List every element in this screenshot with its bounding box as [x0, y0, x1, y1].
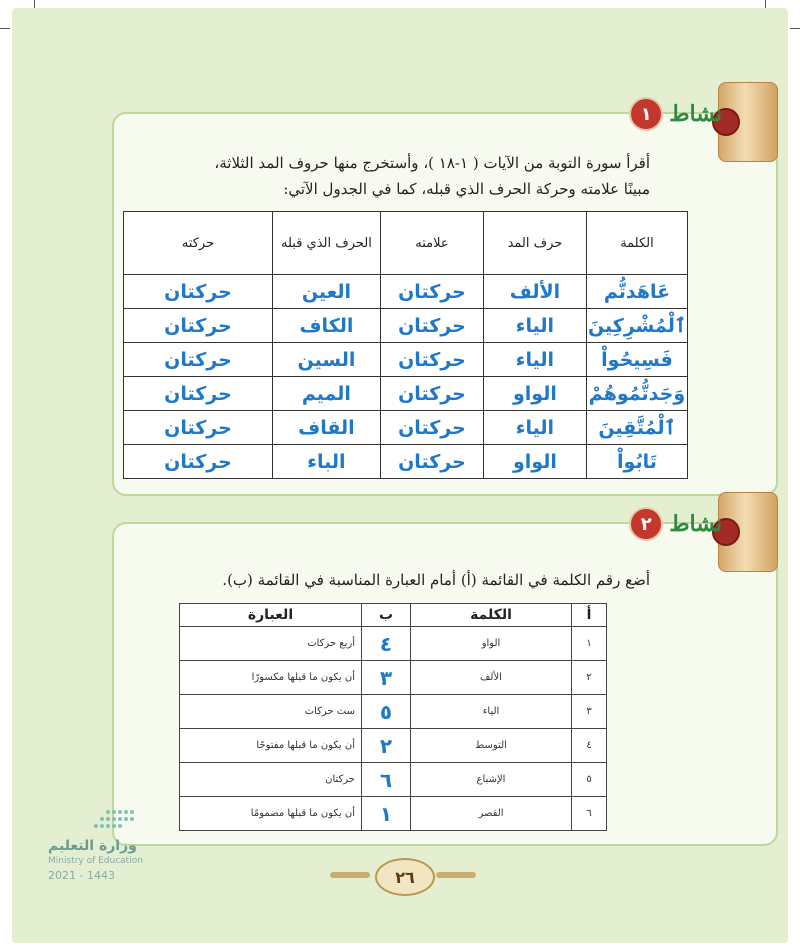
table-row [180, 797, 607, 831]
word-cell: عَاهَدتُّم [586, 275, 687, 309]
sign-cell: حركتان [380, 411, 483, 445]
table-row [180, 627, 607, 661]
phrase-cell: ست حركات [180, 695, 362, 729]
answer-cell: ٦ [362, 763, 411, 797]
table-header-row [180, 604, 607, 627]
table-row [180, 729, 607, 763]
header-b: ب [362, 604, 411, 627]
header-preceding-letter: الحرف الذي قبله [272, 212, 380, 275]
answer-cell: ٣ [362, 661, 411, 695]
word-cell: وَجَدتُّمُوهُمْ [586, 377, 687, 411]
phrase-cell: أن يكون ما قبلها مكسورًا [180, 661, 362, 695]
preceding-cell: القاف [272, 411, 380, 445]
vowel-cell: حركتان [124, 411, 273, 445]
table-row [124, 343, 688, 377]
number-cell: ٣ [572, 695, 607, 729]
phrase-cell: أربع حركات [180, 627, 362, 661]
vowel-cell: حركتان [124, 275, 273, 309]
term-cell: الإشباع [411, 763, 572, 797]
word-cell: تَابُواْ [586, 445, 687, 479]
answer-cell: ١ [362, 797, 411, 831]
table-row [180, 695, 607, 729]
page-ornament-right [436, 872, 476, 878]
activity2-table [179, 603, 607, 831]
activity2-badge [629, 504, 722, 544]
madd-cell: الواو [483, 377, 586, 411]
table-row [124, 275, 688, 309]
term-cell: الألف [411, 661, 572, 695]
phrase-cell: أن يكون ما قبلها مضمومًا [180, 797, 362, 831]
crop-mark [790, 28, 800, 29]
activity1-badge [629, 94, 722, 134]
madd-cell: الياء [483, 411, 586, 445]
vowel-cell: حركتان [124, 445, 273, 479]
crop-mark [34, 0, 35, 8]
term-cell: الياء [411, 695, 572, 729]
vowel-cell: حركتان [124, 377, 273, 411]
term-cell: الواو [411, 627, 572, 661]
madd-cell: الياء [483, 343, 586, 377]
header-phrase: العبارة [180, 604, 362, 627]
table-row [124, 445, 688, 479]
activity1-instruction-line1: أقرأ سورة التوبة من الآيات ( ١-١٨ )، وأستخرج منها حروف المد الثلاثة، [214, 154, 650, 172]
header-madd-letter: حرف المد [483, 212, 586, 275]
term-cell: القصر [411, 797, 572, 831]
table-header-row [124, 212, 688, 275]
ministry-name-en: Ministry of Education [48, 856, 143, 866]
activity1-number: ١ [629, 97, 663, 131]
activity1-label: نشاط [669, 101, 722, 127]
number-cell: ٢ [572, 661, 607, 695]
header-sign: علامته [380, 212, 483, 275]
answer-cell: ٤ [362, 627, 411, 661]
activity2-instruction: أضع رقم الكلمة في القائمة (أ) أمام العبارة المناسبة في القائمة (ب). [222, 571, 650, 589]
preceding-cell: الميم [272, 377, 380, 411]
word-cell: فَسِيحُواْ [586, 343, 687, 377]
preceding-cell: العين [272, 275, 380, 309]
sign-cell: حركتان [380, 275, 483, 309]
header-word: الكلمة [411, 604, 572, 627]
number-cell: ٦ [572, 797, 607, 831]
sign-cell: حركتان [380, 343, 483, 377]
preceding-cell: السين [272, 343, 380, 377]
activity2-number: ٢ [629, 507, 663, 541]
answer-cell: ٢ [362, 729, 411, 763]
header-vowel: حركته [124, 212, 273, 275]
table-row [124, 309, 688, 343]
sign-cell: حركتان [380, 309, 483, 343]
crop-mark [0, 28, 10, 29]
header-word: الكلمة [586, 212, 687, 275]
preceding-cell: الكاف [272, 309, 380, 343]
vowel-cell: حركتان [124, 343, 273, 377]
activity1-instruction [130, 150, 650, 202]
number-cell: ٥ [572, 763, 607, 797]
sign-cell: حركتان [380, 377, 483, 411]
term-cell: التوسط [411, 729, 572, 763]
number-cell: ٤ [572, 729, 607, 763]
table-row [124, 411, 688, 445]
table-row [180, 763, 607, 797]
vowel-cell: حركتان [124, 309, 273, 343]
madd-cell: الألف [483, 275, 586, 309]
crop-mark [765, 0, 766, 8]
activity1-instruction-line2: مبينًا علامته وحركة الحرف الذي قبله، كما في الجدول الآتي: [283, 180, 650, 198]
madd-cell: الياء [483, 309, 586, 343]
sign-cell: حركتان [380, 445, 483, 479]
header-a: أ [572, 604, 607, 627]
table-row [180, 661, 607, 695]
ministry-logo-icon [48, 806, 140, 832]
edition-year: 2021 - 1443 [48, 869, 115, 882]
ministry-name-ar: وزارة التعليم [48, 838, 137, 854]
word-cell: ٱلْمُشْرِكِينَ [586, 309, 687, 343]
preceding-cell: الباء [272, 445, 380, 479]
madd-cell: الواو [483, 445, 586, 479]
phrase-cell: أن يكون ما قبلها مفتوحًا [180, 729, 362, 763]
page-number: ٢٦ [375, 858, 435, 896]
word-cell: ٱلْمُتَّقِينَ [586, 411, 687, 445]
activity1-table [123, 211, 688, 479]
number-cell: ١ [572, 627, 607, 661]
table-row [124, 377, 688, 411]
phrase-cell: حركتان [180, 763, 362, 797]
activity2-label: نشاط [669, 511, 722, 537]
answer-cell: ٥ [362, 695, 411, 729]
page-ornament-left [330, 872, 370, 878]
